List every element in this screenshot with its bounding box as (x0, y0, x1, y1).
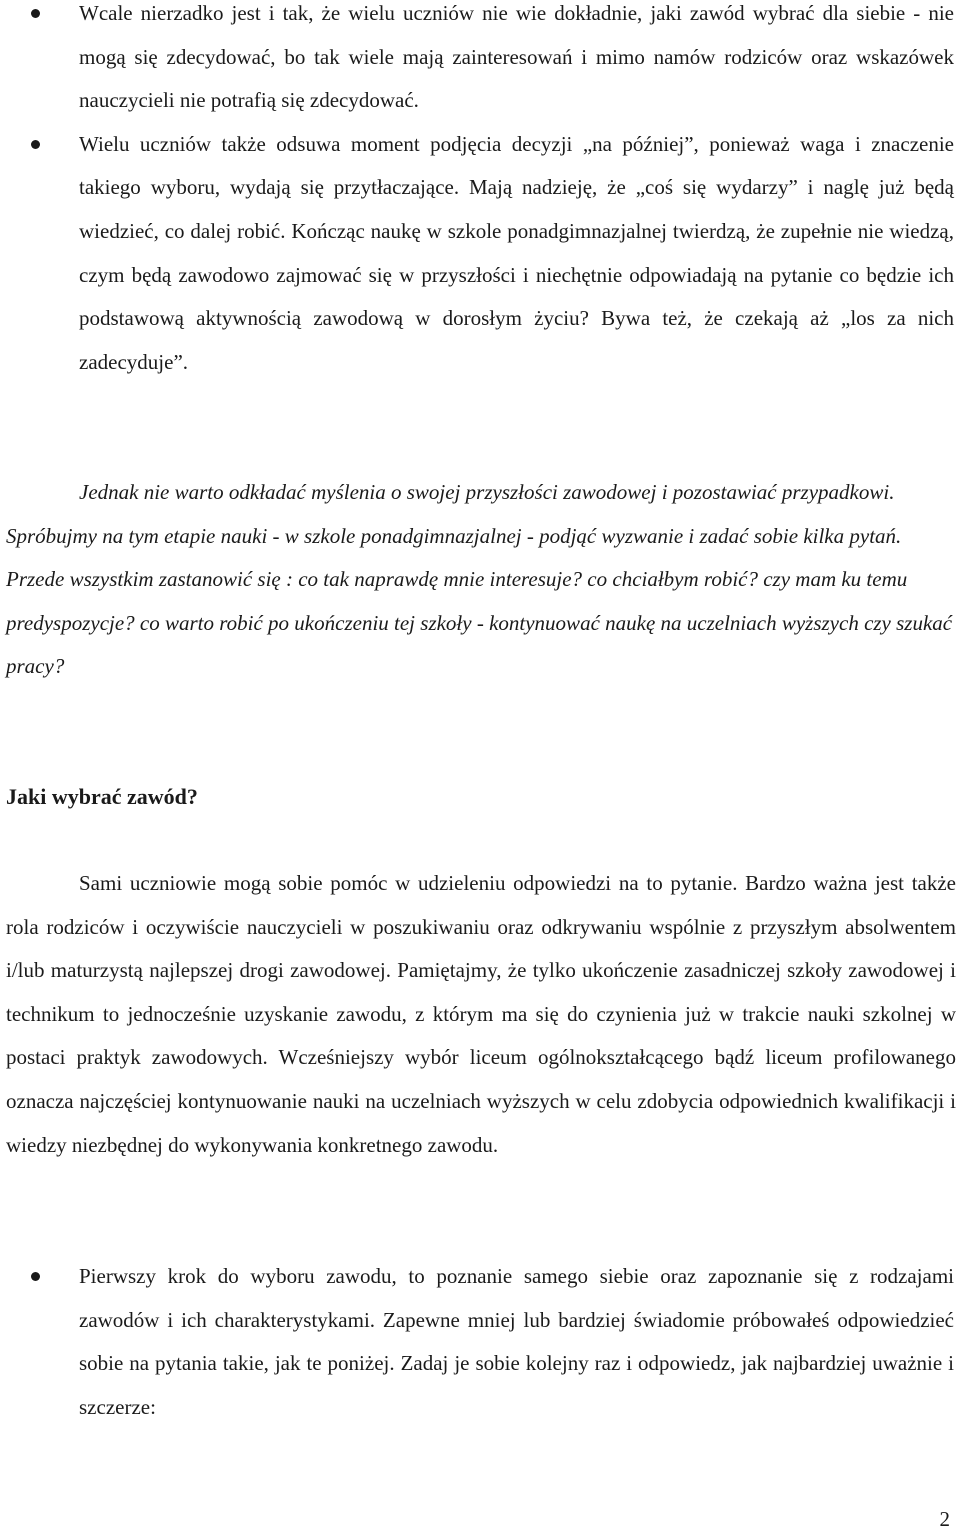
bullet-item (0, 0, 960, 123)
body-paragraph: Sami uczniowie mogą sobie pomóc w udzieleniu odpowiedzi na to pytanie. Bardzo ważna jest także rola rodziców i oczywiście nauczycieli w poszukiwaniu oraz odkrywaniu wspólnie z przyszłym absolwentem i/lub maturzystą najlepszej drogi zawodowej. Pamiętajmy, że tylko ukończenie zasadniczej szkoły zawodowej i technikum to jednocześnie uzyskanie zawodu, z którym ma się do czynienia już w trakcie nauki szkolnej w postaci praktyk zawodowych. Wcześniejszy wybór liceum ogólnokształcącego bądź liceum profilowanego oznacza najczęściej kontynuowanie nauki na uczelniach wyższych w celu zdobycia odpowiednich kwalifikacji i wiedzy niezbędnej do wykonywania konkretnego zawodu. (6, 871, 956, 1157)
page-number: 2 (939, 1507, 950, 1531)
bullet-item (0, 1255, 960, 1429)
final-bullet-list (0, 1255, 960, 1429)
bullet-text: Wcale nierzadko jest i tak, że wielu uczniów nie wie dokładnie, jaki zawód wybrać dla siebie - nie mogą się zdecydować, bo tak wiele mają zainteresowań i mimo namów rodziców oraz wskazówek nauczycieli nie potrafią się zdecydować. (79, 1, 954, 113)
italic-paragraph: Jednak nie warto odkładać myślenia o swojej przyszłości zawodowej i pozostawiać przypadkowi. Spróbujmy na tym etapie nauki - w szkole ponadgimnazjalnej - podjąć wyzwanie i zadać sobie kilka pytań. Przede wszystkim zastanowić się : co tak naprawdę mnie interesuje? co chciałbym robić? czy mam ku temu predyspozycje? co warto robić po ukończeniu tej szkoły - kontynuować naukę na uczelniach wyższych czy szukać pracy? (6, 480, 953, 679)
bullet-item (0, 123, 960, 385)
intro-bullet-list (0, 0, 960, 384)
bullet-icon (31, 140, 40, 149)
section-heading: Jaki wybrać zawód? (6, 784, 198, 809)
bullet-text: Pierwszy krok do wyboru zawodu, to poznanie samego siebie oraz zapoznanie się z rodzajami zawodów i ich charakterystykami. Zapewne mniej lub bardziej świadomie próbowałeś odpowiedzieć sobie na pytania takie, jak te poniżej. Zadaj je sobie kolejny raz i odpowiedz, jak najbardziej uważnie i szczerze: (79, 1264, 954, 1419)
bullet-icon (31, 1272, 40, 1281)
bullet-icon (31, 9, 40, 18)
bullet-text: Wielu uczniów także odsuwa moment podjęcia decyzji „na później”, ponieważ waga i znaczenie takiego wyboru, wydają się przytłaczające. Mają nadzieję, że „coś się wydarzy” i naglę już będą wiedzieć, co dalej robić. Kończąc naukę w szkole ponadgimnazjalnej twierdzą, że zupełnie nie wiedzą, czym będą zawodowo zajmować się w przyszłości i niechętnie odpowiadają na pytanie co będzie ich podstawową aktywnością zawodową w dorosłym życiu? Bywa też, że czekają aż „los za nich zadecyduje”. (79, 131, 954, 374)
